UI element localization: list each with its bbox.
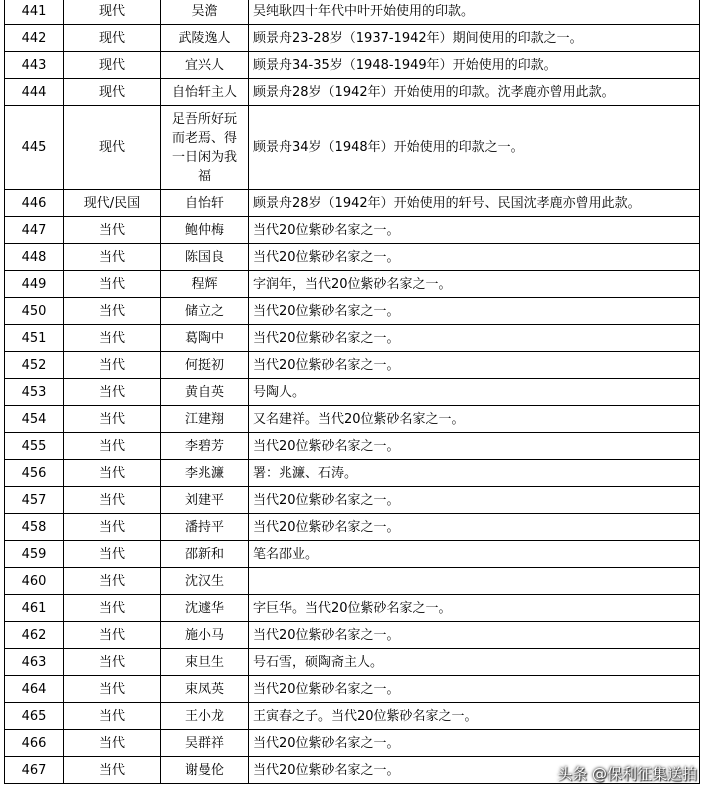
table-row [5,217,700,244]
table-row [5,190,700,217]
row-number: 450 [5,298,64,325]
row-era: 当代 [64,433,161,460]
table-row [5,325,700,352]
row-name: 自怡轩 [161,190,249,217]
row-note: 号石雪，硕陶斋主人。 [249,649,700,676]
table-row [5,622,700,649]
table-row [5,25,700,52]
row-number: 454 [5,406,64,433]
row-name: 鲍仲梅 [161,217,249,244]
row-note: 顾景舟23-28岁（1937-1942年）期间使用的印款之一。 [249,25,700,52]
row-number: 444 [5,79,64,106]
row-era: 现代 [64,0,161,25]
row-era: 当代 [64,676,161,703]
table-row [5,460,700,487]
row-number: 456 [5,460,64,487]
row-era: 当代 [64,406,161,433]
row-number: 446 [5,190,64,217]
row-era: 现代 [64,52,161,79]
row-name: 束旦生 [161,649,249,676]
row-name: 束凤英 [161,676,249,703]
row-note: 顾景舟28岁（1942年）开始使用的印款。沈孝鹿亦曾用此款。 [249,79,700,106]
row-note: 当代20位紫砂名家之一。 [249,514,700,541]
table-row [5,649,700,676]
row-name: 谢曼伦 [161,757,249,784]
row-era: 当代 [64,514,161,541]
row-note: 顾景舟34岁（1948年）开始使用的印款之一。 [249,106,700,190]
row-number: 464 [5,676,64,703]
row-note: 王寅春之子。当代20位紫砂名家之一。 [249,703,700,730]
row-name: 李兆濂 [161,460,249,487]
row-name: 潘持平 [161,514,249,541]
row-name: 邵新和 [161,541,249,568]
row-era: 现代 [64,106,161,190]
table-row [5,406,700,433]
row-note: 又名建祥。当代20位紫砂名家之一。 [249,406,700,433]
table-row [5,106,700,190]
row-note: 吴纯耿四十年代中叶开始使用的印款。 [249,0,700,25]
row-name: 储立之 [161,298,249,325]
row-number: 467 [5,757,64,784]
seal-table [4,0,700,784]
row-era: 当代 [64,487,161,514]
row-era: 当代 [64,379,161,406]
row-era: 当代 [64,325,161,352]
row-era: 当代 [64,352,161,379]
row-note: 当代20位紫砂名家之一。 [249,217,700,244]
table-row [5,379,700,406]
row-number: 465 [5,703,64,730]
row-name: 沈遽华 [161,595,249,622]
row-era: 当代 [64,649,161,676]
table-row [5,244,700,271]
table-body [5,0,700,784]
row-note: 顾景舟34-35岁（1948-1949年）开始使用的印款。 [249,52,700,79]
row-number: 449 [5,271,64,298]
row-number: 453 [5,379,64,406]
row-note: 当代20位紫砂名家之一。 [249,622,700,649]
row-name: 何挺初 [161,352,249,379]
table-row [5,52,700,79]
row-note: 号陶人。 [249,379,700,406]
row-era: 当代 [64,541,161,568]
row-era: 当代 [64,703,161,730]
row-number: 463 [5,649,64,676]
row-number: 457 [5,487,64,514]
watermark: 头条 @保利征集送拍 [557,765,697,783]
row-name: 江建翔 [161,406,249,433]
row-number: 455 [5,433,64,460]
row-era: 当代 [64,460,161,487]
row-number: 452 [5,352,64,379]
row-name: 陈国良 [161,244,249,271]
row-era: 当代 [64,244,161,271]
row-name: 吴群祥 [161,730,249,757]
table-row [5,79,700,106]
row-era: 现代 [64,79,161,106]
row-era: 当代 [64,568,161,595]
row-name: 王小龙 [161,703,249,730]
row-name: 施小马 [161,622,249,649]
row-name: 李碧芳 [161,433,249,460]
row-note: 当代20位紫砂名家之一。 [249,244,700,271]
table-row [5,730,700,757]
row-number: 460 [5,568,64,595]
row-number: 447 [5,217,64,244]
row-number: 466 [5,730,64,757]
row-name: 刘建平 [161,487,249,514]
table-row [5,271,700,298]
row-note: 笔名邵业。 [249,541,700,568]
row-name: 黄自英 [161,379,249,406]
row-name: 武陵逸人 [161,25,249,52]
row-note: 顾景舟28岁（1942年）开始使用的轩号、民国沈孝鹿亦曾用此款。 [249,190,700,217]
row-number: 441 [5,0,64,25]
row-number: 445 [5,106,64,190]
row-note: 当代20位紫砂名家之一。 [249,487,700,514]
row-note: 当代20位紫砂名家之一。 [249,352,700,379]
row-number: 443 [5,52,64,79]
table-row [5,703,700,730]
row-name: 宜兴人 [161,52,249,79]
row-era: 当代 [64,730,161,757]
row-name: 程辉 [161,271,249,298]
row-era: 当代 [64,622,161,649]
table-row [5,541,700,568]
row-note: 署：兆濂、石涛。 [249,460,700,487]
table-row [5,568,700,595]
row-note: 当代20位紫砂名家之一。 [249,433,700,460]
row-era: 当代 [64,595,161,622]
row-note: 字润年，当代20位紫砂名家之一。 [249,271,700,298]
row-era: 当代 [64,271,161,298]
row-number: 451 [5,325,64,352]
row-note: 当代20位紫砂名家之一。 [249,676,700,703]
table-row [5,676,700,703]
row-era: 当代 [64,298,161,325]
row-note: 当代20位紫砂名家之一。 [249,298,700,325]
row-note [249,568,700,595]
row-name: 足吾所好玩 而老焉、得 一日闲为我 福 [161,106,249,190]
row-note: 字巨华。当代20位紫砂名家之一。 [249,595,700,622]
row-note: 当代20位紫砂名家之一。 [249,757,700,784]
row-name: 吴澹 [161,0,249,25]
row-number: 458 [5,514,64,541]
row-name: 葛陶中 [161,325,249,352]
row-number: 462 [5,622,64,649]
row-number: 459 [5,541,64,568]
table-row [5,514,700,541]
table-row [5,298,700,325]
row-name: 自怡轩主人 [161,79,249,106]
row-number: 461 [5,595,64,622]
table-row [5,433,700,460]
row-era: 现代/民国 [64,190,161,217]
table-row [5,0,700,25]
row-number: 442 [5,25,64,52]
row-era: 当代 [64,217,161,244]
row-number: 448 [5,244,64,271]
table-row [5,352,700,379]
row-era: 当代 [64,757,161,784]
row-note: 当代20位紫砂名家之一。 [249,730,700,757]
row-name: 沈汉生 [161,568,249,595]
row-note: 当代20位紫砂名家之一。 [249,325,700,352]
table-row [5,595,700,622]
row-era: 现代 [64,25,161,52]
table-row [5,487,700,514]
